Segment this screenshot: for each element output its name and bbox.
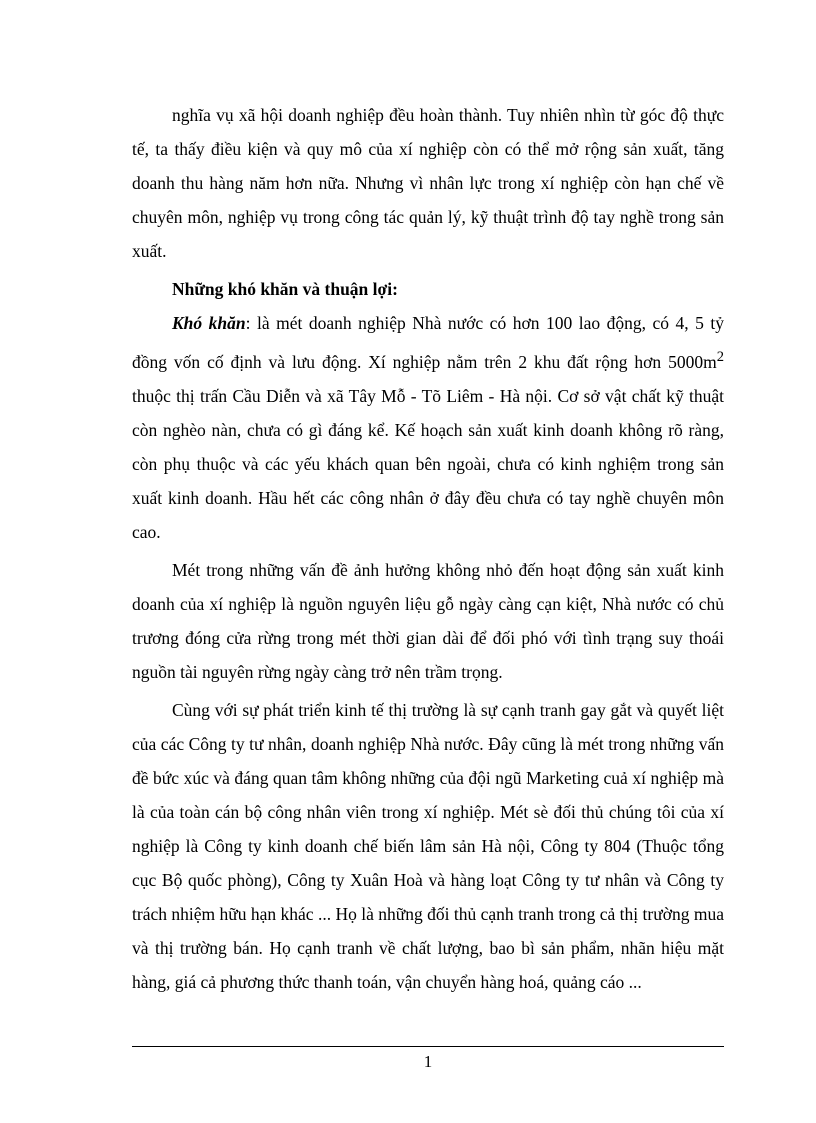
paragraph-intro: nghĩa vụ xã hội doanh nghiệp đều hoàn thành. Tuy nhiên nhìn từ góc độ thực tế, ta thấy điều kiện và quy mô của xí nghiệp còn có thể mở rộng sản xuất, tăng doanh thu hàng năm hơn nữa. Nhưng vì nhân lực trong xí nghiệp còn hạn chế về chuyên môn, nghiệp vụ trong công tác quản lý, kỹ thuật trình độ tay nghề trong sản xuất.: [132, 105, 724, 261]
paragraph-competition: Cùng với sự phát triển kinh tế thị trường là sự cạnh tranh gay gắt và quyết liệt của các Công ty tư nhân, doanh nghiệp Nhà nước. Đây cũng là mét trong những vấn đề bức xúc và đáng quan tâm không những của đội ngũ Marketing cuả xí nghiệp mà là của toàn cán bộ công nhân viên trong xí nghiệp. Mét sè đối thủ chúng tôi của xí nghiệp là Công ty kinh doanh chế biến lâm sản Hà nội, Công ty 804 (Thuộc tổng cục Bộ quốc phòng), Công ty Xuân Hoà và hàng loạt Công ty tư nhân và Công ty trách nhiệm hữu hạn khác ... Họ là những đối thủ cạnh tranh trong cả thị trường mua và thị trường bán. Họ cạnh tranh về chất lượng, bao bì sản phẩm, nhãn hiệu mặt hàng, giá cả phương thức thanh toán, vận chuyển hàng hoá, quảng cáo ...: [132, 699, 724, 992]
area-superscript: 2: [716, 349, 724, 365]
page-number: 1: [423, 1052, 433, 1071]
difficulty-text-b: thuộc thị trấn Cầu Diễn và xã Tây Mỗ - Tõ Liêm - Hà nội. Cơ sở vật chất kỹ thuật còn nghèo nàn, chưa có gì đáng kể. Kế hoạch sản xuất kinh doanh không rõ ràng, còn phụ thuộc và các yếu khách quan bên ngoài, chưa có kinh nghiệm trong sản xuất kinh doanh. Hầu hết các công nhân ở đây đều chưa có tay nghề chuyên môn cao.: [132, 385, 724, 542]
difficulty-text-a: : là mét doanh nghiệp Nhà nước có hơn 100 lao động, có 4, 5 tỷ đồng vốn cố định và lưu động. Xí nghiệp nằm trên 2 khu đất rộng hơn 5000m: [132, 313, 724, 372]
footer-divider: [132, 1046, 724, 1047]
section-heading: Những khó khăn và thuận lợi:: [172, 279, 398, 299]
paragraph-materials: Mét trong những vấn đề ảnh hưởng không nhỏ đến hoạt động sản xuất kinh doanh của xí nghiệp là nguồn nguyên liệu gỗ ngày càng cạn kiệt, Nhà nước có chủ trương đóng cửa rừng trong mét thời gian dài để đối phó với tình trạng suy thoái nguồn tài nguyên rừng ngày càng trở nên trầm trọng.: [132, 559, 724, 682]
paragraph-difficulties: [132, 306, 724, 549]
document-body: [132, 98, 724, 999]
difficulty-label: Khó khăn: [172, 313, 246, 333]
